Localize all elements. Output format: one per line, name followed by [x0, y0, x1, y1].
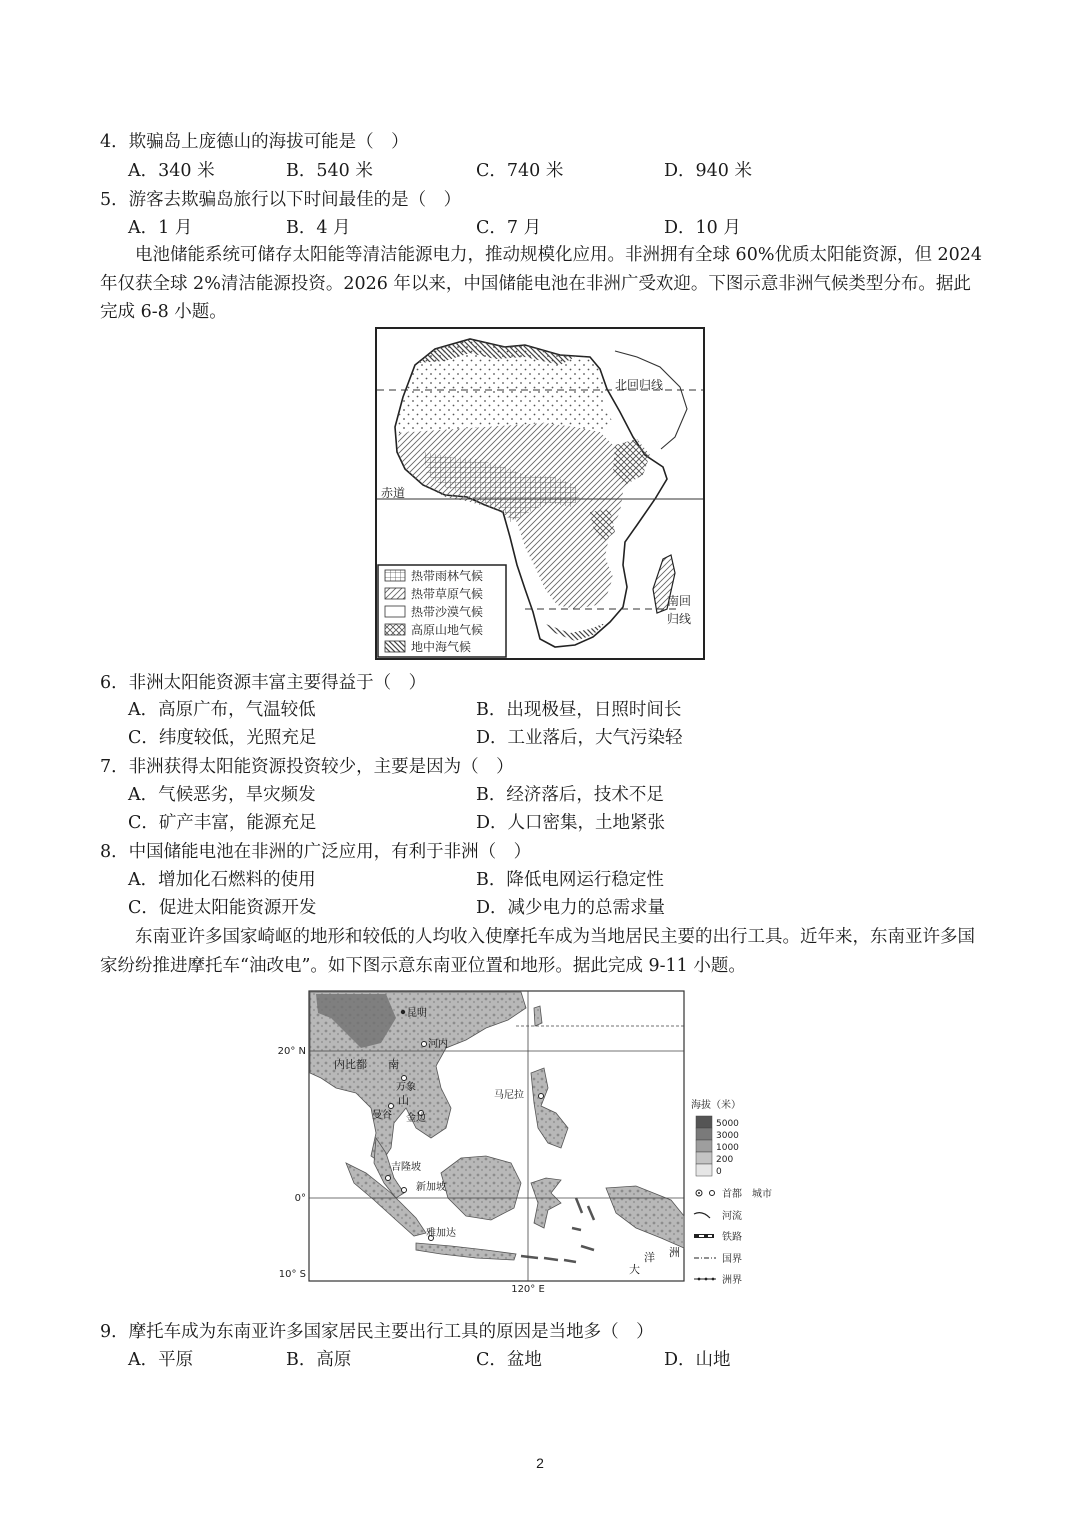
legend-label-desert: 热带沙漠气候: [411, 605, 484, 619]
elev-swatch-5000: [696, 1116, 712, 1128]
q9-option-d: D．山地: [664, 1350, 731, 1370]
q8-option-a: A．增加化石燃料的使用: [128, 870, 316, 890]
q8-option-b: B．降低电网运行稳定性: [476, 870, 664, 890]
fragment-yang: 洋: [644, 1251, 655, 1264]
q4-stem: 4．欺骗岛上庞德山的海拔可能是（ ）: [100, 132, 409, 152]
legend-swatch-desert: [385, 606, 405, 617]
lat-20n-label: 20° N: [277, 1046, 306, 1057]
fragment-zhou: 洲: [669, 1246, 680, 1259]
city-vientiane: 万象: [396, 1082, 416, 1093]
q4-option-c: C．740 米: [476, 161, 564, 181]
q8-stem: 8．中国储能电池在非洲的广泛应用，有利于非洲（ ）: [100, 842, 532, 862]
river-symbol-icon: [694, 1213, 710, 1218]
city-kl: 吉隆坡: [391, 1162, 421, 1173]
legend-label-savanna: 热带草原气候: [411, 587, 484, 601]
fragment-da: 大: [629, 1263, 640, 1276]
q6-option-b: B．出现极昼，日照时间长: [476, 700, 682, 720]
tropic-capricorn-label-1: 南回: [667, 594, 692, 608]
elev-swatch-200: [696, 1152, 712, 1164]
q5-stem: 5．游客去欺骗岛旅行以下时间最佳的是（ ）: [100, 190, 462, 210]
city-jakarta: 雅加达: [426, 1228, 456, 1239]
q8-option-d: D．减少电力的总需求量: [476, 898, 666, 918]
elev-label-0: 0: [716, 1167, 722, 1177]
singapore-dot: [402, 1188, 407, 1193]
lat-10s-label: 10° S: [278, 1269, 306, 1280]
city-hanoi: 河内: [428, 1039, 448, 1050]
vientiane-dot: [402, 1076, 407, 1081]
legend-river: 河流: [722, 1211, 742, 1222]
q4-option-a: A．340 米: [128, 161, 215, 181]
elev-swatch-1000: [696, 1140, 712, 1152]
q7-option-b: B．经济落后，技术不足: [476, 785, 664, 805]
manila-dot: [539, 1094, 544, 1099]
city-manila: 马尼拉: [494, 1090, 524, 1101]
city-singapore: 新加坡: [416, 1182, 446, 1193]
legend-city: 城市: [752, 1189, 772, 1200]
q7-option-d: D．人口密集，土地紧张: [476, 813, 666, 833]
legend-railway: 铁路: [722, 1232, 742, 1243]
legend-swatch-highland: [385, 624, 405, 635]
equator-label: 赤道: [381, 486, 406, 500]
tropic-cancer-label: 北回归线: [615, 378, 664, 392]
q4-option-b: B．540 米: [286, 161, 373, 181]
q5-option-d: D．10 月: [664, 218, 741, 238]
elev-label-3000: 3000: [716, 1131, 739, 1141]
elev-label-1000: 1000: [716, 1143, 739, 1153]
q7-option-a: A．气候恶劣，旱灾频发: [128, 785, 316, 805]
page-number: 2: [536, 1455, 544, 1471]
city-naypyidaw: 内比都: [334, 1058, 367, 1071]
legend-swatch-mediterranean: [385, 641, 405, 652]
kuala-lumpur-dot: [386, 1176, 391, 1181]
q6-stem: 6．非洲太阳能资源丰富主要得益于（ ）: [100, 673, 427, 693]
city-bangkok: 曼谷: [372, 1110, 392, 1121]
legend-label-highland: 高原山地气候: [411, 623, 484, 637]
africa-climate-map: [375, 327, 705, 660]
elev-swatch-3000: [696, 1128, 712, 1140]
q7-stem: 7．非洲获得太阳能资源投资较少，主要是因为（ ）: [100, 757, 514, 777]
q5-option-c: C．7 月: [476, 218, 542, 238]
passage-southeast-asia: 东南亚许多国家崎岖的地形和较低的人均收入使摩托车成为当地居民主要的出行工具。近年来，东南亚许多国家纷纷推进摩托车“油改电”。如下图示意东南亚位置和地形。据此完成 9-11 小题。: [100, 927, 975, 976]
city-phnompenh: 金边: [406, 1113, 426, 1124]
lon-120e-label: 120° E: [511, 1284, 545, 1293]
q4-option-d: D．940 米: [664, 161, 752, 181]
elevation-legend-title: 海拔（米）: [691, 1100, 741, 1111]
legend-swatch-rainforest: [385, 570, 405, 581]
q5-option-a: A．1 月: [128, 218, 193, 238]
q8-option-c: C．促进太阳能资源开发: [128, 898, 317, 918]
legend-swatch-savanna: [385, 588, 405, 599]
q6-option-c: C．纬度较低，光照充足: [128, 728, 317, 748]
legend-label-rainforest: 热带雨林气候: [411, 569, 484, 583]
southeast-asia-map: [276, 988, 806, 1293]
passage-africa: 电池储能系统可储存太阳能等清洁能源电力，推动规模化应用。非洲拥有全球 60%优质太阳能资源，但 2024 年仅获全球 2%清洁能源投资。2026 年以来，中国储能电池在非洲广受欢迎。下图示意非洲气候类型分布。据此完成 6-8 小题。: [100, 245, 983, 322]
q6-option-d: D．工业落后，大气污染轻: [476, 728, 683, 748]
lat-0-label: 0°: [294, 1193, 306, 1204]
q9-stem: 9．摩托车成为东南亚许多国家居民主要出行工具的原因是当地多（ ）: [100, 1322, 654, 1342]
q9-option-c: C．盆地: [476, 1350, 542, 1370]
bangkok-dot: [389, 1104, 394, 1109]
q9-option-b: B．高原: [286, 1350, 352, 1370]
elev-label-200: 200: [716, 1155, 734, 1165]
elev-label-5000: 5000: [716, 1119, 739, 1129]
q5-option-b: B．4 月: [286, 218, 351, 238]
elev-swatch-0: [696, 1164, 712, 1176]
tropic-capricorn-label-2: 归线: [667, 612, 692, 626]
fragment-nan: 南: [388, 1058, 399, 1071]
legend-border: 国界: [722, 1254, 742, 1265]
city-symbol-icon: [710, 1191, 715, 1196]
legend-capital: 首都: [722, 1189, 742, 1200]
q7-option-c: C．矿产丰富，能源充足: [128, 813, 317, 833]
q6-option-a: A．高原广布，气温较低: [128, 700, 316, 720]
legend-label-mediterranean: 地中海气候: [411, 640, 472, 654]
legend-continent-border: 洲界: [722, 1275, 742, 1286]
kunming-dot: [401, 1010, 405, 1014]
q9-option-a: A．平原: [128, 1350, 194, 1370]
city-kunming: 昆明: [407, 1008, 427, 1019]
hanoi-dot: [422, 1042, 427, 1047]
fragment-shan: 山: [398, 1094, 409, 1107]
